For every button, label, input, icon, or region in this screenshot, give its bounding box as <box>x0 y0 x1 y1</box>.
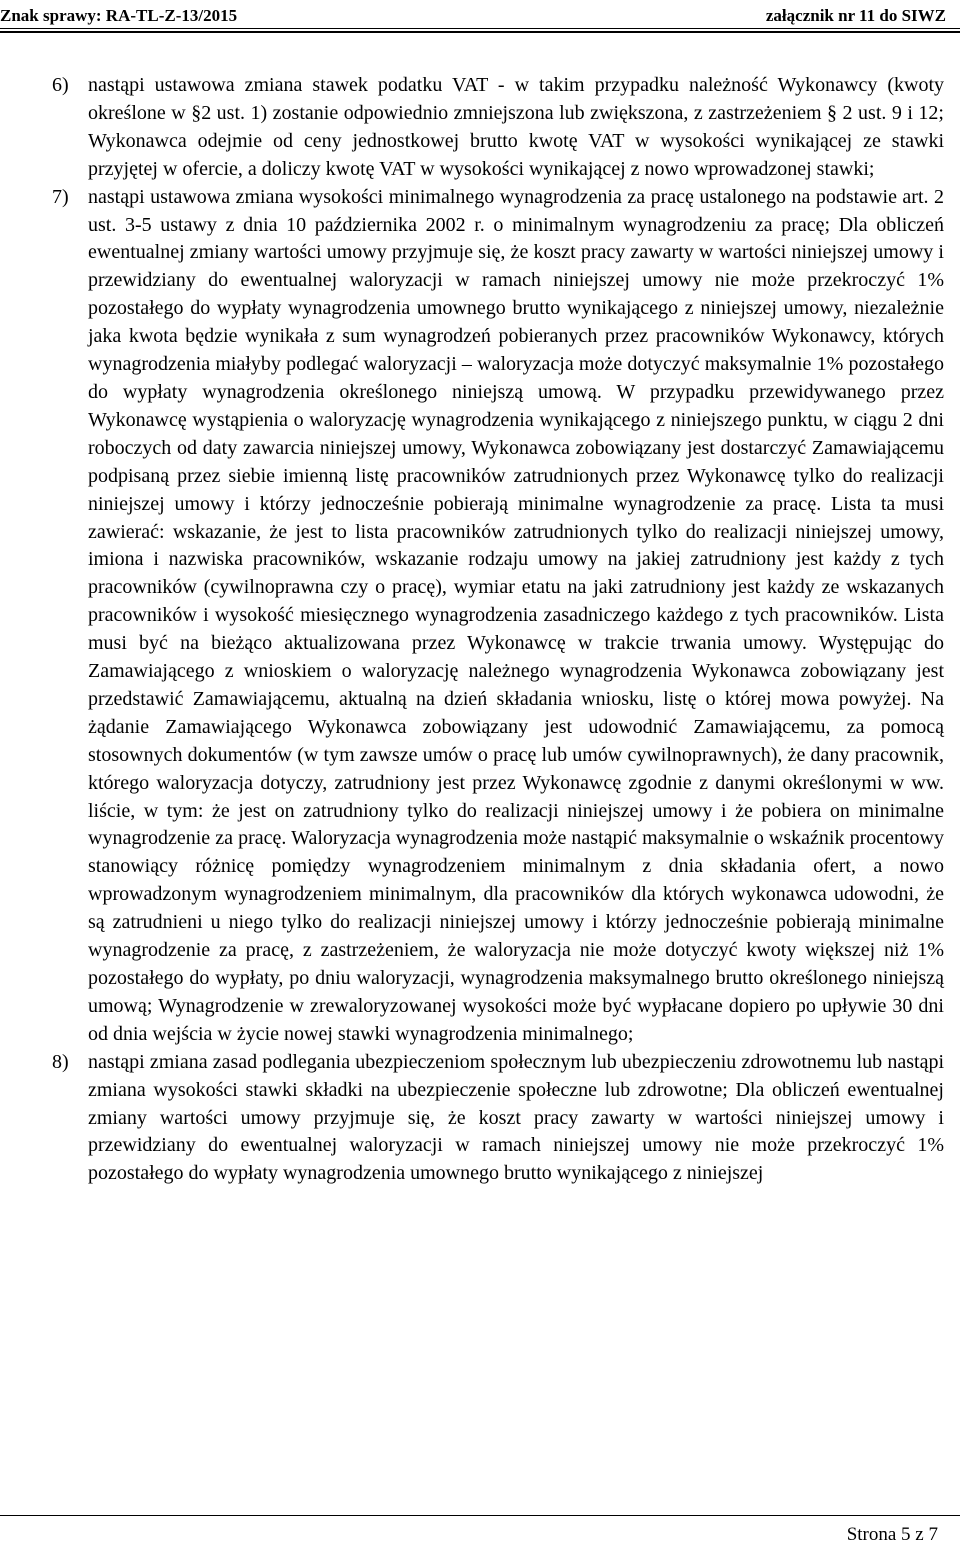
item-text: nastąpi zmiana zasad podlegania ubezpieczeniom społecznym lub ubezpieczeniu zdrowotnemu lub nastąpi zmiana wysokości stawki składki na ubezpieczenie społeczne lub zdrowotne; Dla obliczeń ewentualnej zmiany wartości umowy przyjmuje się, że koszt pracy zawarty w wartości niniejszej umowy i przewidziany do ewentualnej waloryzacji w ramach niniejszej umowy nie może przekroczyć 1% pozostałego do wypłaty wynagrodzenia umownego brutto wynikającego z niniejszej <box>88 1050 944 1185</box>
item-number: 6) <box>52 74 69 96</box>
item-text: nastąpi ustawowa zmiana stawek podatku VAT - w takim przypadku należność Wykonawcy (kwoty określone w §2 ust. 1) zostanie odpowiednio zmniejszona lub zwiększona, z zastrzeżeniem § 2 ust. 9 i 12; Wykonawca odejmie od ceny jednostkowej brutto kwotę VAT w wysokości wynikającej ze stawki przyjętej w ofercie, a doliczy kwotę VAT w wysokości wynikającej z nowo wprowadzonej stawki; <box>88 74 944 180</box>
item-text: nastąpi ustawowa zmiana wysokości minimalnego wynagrodzenia za pracę ustalonego na podstawie art. 2 ust. 3-5 ustawy z dnia 10 października 2002 r. o minimalnym wynagrodzeniu za pracę; Dla obliczeń ewentualnej zmiany wartości umowy przyjmuje się, że koszt pracy zawarty w wartości niniejszej umowy i przewidziany do ewentualnej waloryzacji w ramach niniejszej umowy nie może przekroczyć 1% pozostałego do wypłaty wynagrodzenia umownego brutto wynikającego z niniejszej umowy, niezależnie jaka kwota będzie wynikała z sum wynagrodzeń pobieranych przez pracowników Wykonawcy, których wynagrodzenia miałyby podlegać waloryzacji – waloryzacja może dotyczyć maksymalnie 1% pozostałego do wypłaty wynagrodzenia określonego niniejszą umową. W przypadku przewidywanego przez Wykonawcę wystąpienia o waloryzację wynagrodzenia wynikającego z niniejszego punktu, w ciągu 2 dni roboczych od daty zawarcia niniejszej umowy, Wykonawca zobowiązany jest dostarczyć Zamawiającemu podpisaną przez siebie imienną listę pracowników zatrudnionych przez Wykonawcę tylko do realizacji niniejszej umowy i którzy jednocześnie pobierają minimalne wynagrodzenie za pracę. Lista ta musi zawierać: wskazanie, że jest to lista pracowników zatrudnionych tylko do realizacji niniejszej umowy, imiona i nazwiska pracowników, wskazanie rodzaju umowy na jakiej zatrudniony jest każdy z tych pracowników (cywilnoprawna czy o pracę), wymiar etatu na jaki zatrudniony jest każdy ze wskazanych pracowników i wysokość miesięcznego wynagrodzenia zasadniczego każdego z tych pracowników. Lista musi być na bieżąco aktualizowana przez Wykonawcę w trakcie trwania umowy. Występując do Zamawiającego z wnioskiem o waloryzację należnego wynagrodzenia Wykonawca zobowiązany jest przedstawić Zamawiającemu, aktualną na dzień składania wniosku, listę o której mowa powyżej. Na żądanie Zamawiającego Wykonawca zobowiązany jest udowodnić Zamawiającemu, za pomocą stosownych dokumentów (w tym zawsze umów o pracę lub umów cywilnoprawnych), że dany pracownik, którego waloryzacja dotyczy, zatrudniony jest przez Wykonawcę zgodnie z danymi określonymi w ww. liście, w tym: że jest on zatrudniony tylko do realizacji niniejszej umowy i że pobiera on minimalne wynagrodzenie za pracę. Waloryzacja wynagrodzenia może nastąpić maksymalnie o wskaźnik procentowy stanowiący różnicę pomiędzy wynagrodzeniem minimalnym z dnia składania ofert, a nowo wprowadzonym wynagrodzeniem minimalnym, dla pracowników dla których wykonawca udowodni, że są zatrudnieni u niego tylko do realizacji niniejszej umowy i którzy jednocześnie pobierają minimalne wynagrodzenie za pracę, z zastrzeżeniem, że waloryzacja nie może dotyczyć kwoty większej niż 1% pozostałego do wypłaty, po dniu waloryzacji, wynagrodzenia maksymalnego brutto określonego niniejszą umową; Wynagrodzenie w zrewaloryzowanej wysokości może być wypłacane dopiero po upływie 30 dni od dnia wejścia w życie nowej stawki wynagrodzenia minimalnego; <box>88 185 944 1045</box>
page-number: Strona 5 z 7 <box>846 1524 938 1545</box>
list-item <box>52 72 944 184</box>
attachment-label: załącznik nr 11 do SIWZ <box>765 6 946 25</box>
page-header <box>0 6 960 28</box>
footer-rule <box>0 1515 960 1516</box>
document-body <box>52 72 944 1188</box>
item-number: 8) <box>52 1050 69 1073</box>
list-item <box>52 1049 944 1189</box>
case-number: Znak sprawy: RA-TL-Z-13/2015 <box>0 6 238 25</box>
header-rule <box>0 28 960 29</box>
header-rule-thick <box>0 31 960 33</box>
list-item <box>52 184 944 1049</box>
item-number: 7) <box>52 185 69 208</box>
